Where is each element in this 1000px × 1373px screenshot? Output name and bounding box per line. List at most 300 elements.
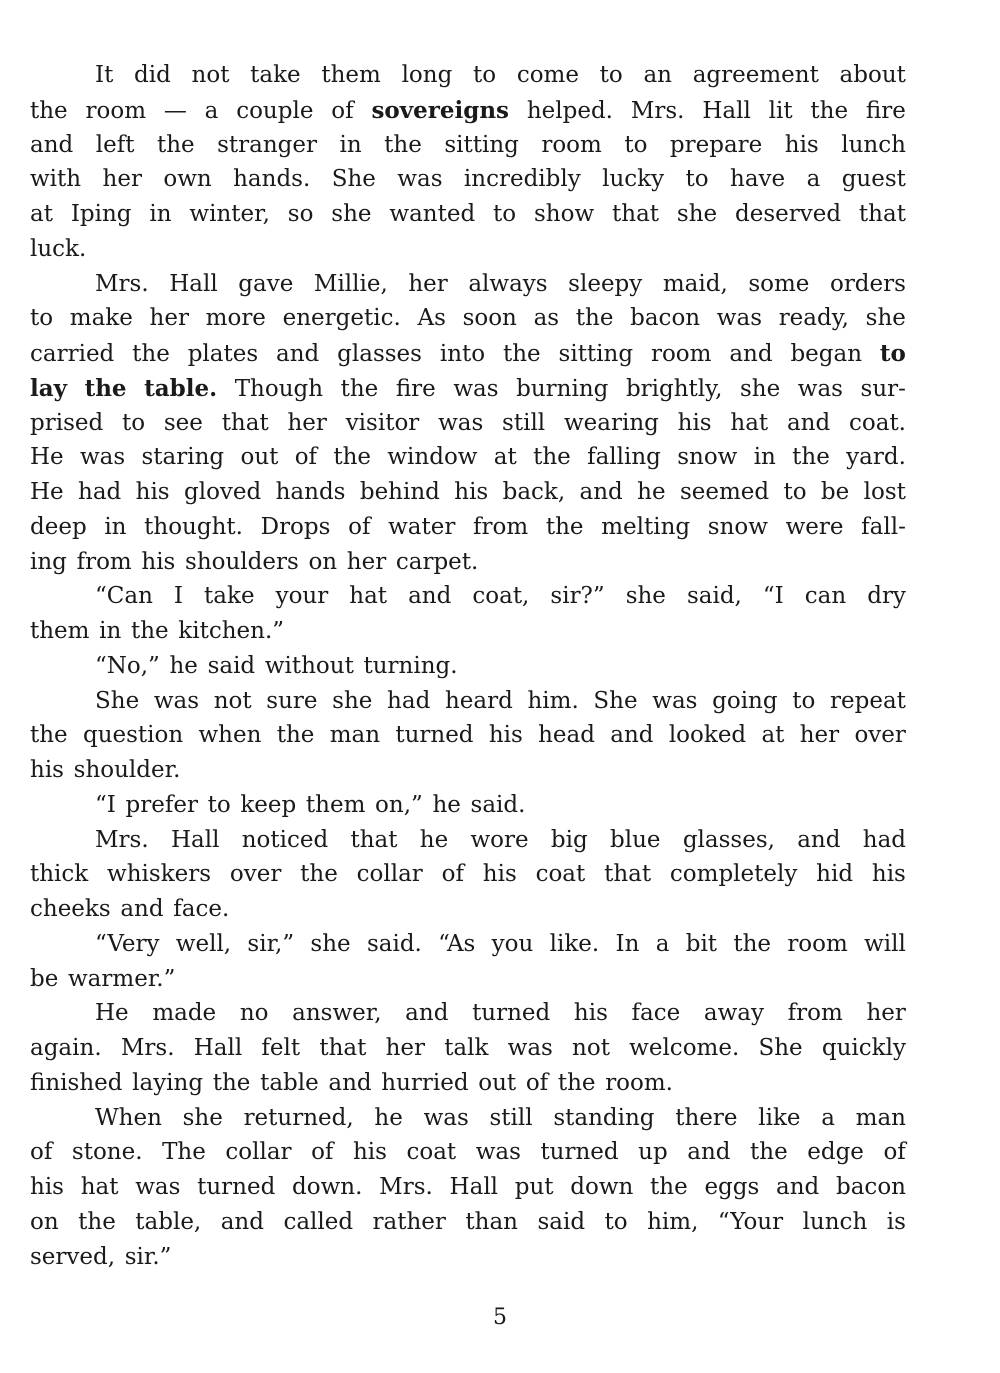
word: head — [538, 722, 595, 749]
word: As — [417, 305, 446, 332]
word: laying — [132, 1069, 204, 1096]
word: room — [85, 97, 146, 124]
word: that — [612, 201, 660, 227]
word: said — [537, 1208, 586, 1235]
word: rather — [372, 1208, 446, 1235]
word: his — [30, 757, 64, 783]
word: noticed — [241, 826, 329, 853]
word: them — [321, 62, 381, 88]
word: snow — [707, 513, 768, 540]
word: gave — [238, 270, 294, 297]
text-line — [30, 236, 906, 271]
word: and — [797, 826, 841, 853]
word: going — [712, 687, 778, 714]
text-line — [30, 375, 906, 410]
word: to — [207, 791, 231, 818]
word: the — [300, 861, 338, 888]
word: and — [328, 1069, 372, 1096]
text-line — [30, 1174, 906, 1209]
word: that — [319, 1035, 367, 1061]
word: Mrs. — [95, 826, 149, 853]
text-line — [30, 1209, 906, 1244]
text-line — [95, 271, 906, 306]
word: He — [30, 479, 64, 505]
word: she — [331, 201, 372, 227]
word: to — [30, 305, 54, 332]
word: welcome. — [629, 1035, 740, 1061]
word: glasses, — [682, 826, 775, 853]
word: his — [871, 861, 906, 888]
word: the — [132, 341, 170, 367]
word: she — [625, 583, 666, 610]
word: about — [839, 62, 906, 88]
word: she — [865, 305, 906, 332]
word: put — [514, 1174, 554, 1200]
word: he — [432, 791, 461, 818]
word: to — [604, 1208, 628, 1235]
text-line — [30, 514, 906, 549]
word: visitor — [345, 409, 420, 436]
word: felt — [261, 1035, 301, 1061]
word: her — [149, 305, 189, 332]
word: “As — [438, 930, 476, 957]
word: “No,” — [95, 652, 160, 679]
word: his — [454, 479, 489, 505]
word: the — [733, 930, 772, 957]
word: Hall — [193, 1035, 243, 1061]
word: was — [507, 1035, 553, 1061]
word: bacon — [836, 1174, 906, 1200]
word: and — [610, 722, 654, 749]
word: called — [283, 1208, 354, 1235]
word: and — [276, 341, 320, 367]
word: was — [652, 687, 698, 714]
word: not — [213, 687, 252, 714]
word: coat — [535, 861, 586, 888]
word: “Very — [95, 930, 160, 957]
word: a — [806, 166, 821, 193]
word: coat. — [849, 409, 906, 436]
word: fire — [865, 97, 906, 124]
word: prised — [30, 409, 104, 436]
word: his — [141, 548, 176, 575]
word: he — [374, 1104, 403, 1131]
word: no — [239, 1000, 269, 1027]
text-line — [30, 1070, 906, 1105]
word: — — [163, 97, 187, 124]
word: the — [130, 618, 169, 644]
word: lucky — [602, 166, 665, 193]
word: finished — [30, 1069, 123, 1096]
word: see — [163, 409, 203, 436]
word: began — [790, 341, 863, 367]
word: the — [212, 1069, 251, 1096]
word: his — [30, 1174, 64, 1200]
text-line — [30, 132, 906, 167]
word: and — [786, 409, 831, 436]
word: hat — [730, 409, 769, 436]
word: helped. — [526, 97, 613, 124]
word: collar — [225, 1139, 292, 1166]
word: his — [784, 131, 819, 158]
word: room — [650, 341, 712, 367]
word: his — [488, 722, 523, 749]
word: bit — [685, 930, 718, 957]
word: was — [453, 375, 499, 402]
text-line — [95, 1105, 906, 1140]
word: some — [748, 270, 810, 297]
word: coat — [406, 1139, 457, 1166]
word: the — [333, 444, 372, 471]
word: carried — [30, 341, 115, 367]
text-line — [30, 722, 906, 757]
word: her — [799, 722, 840, 749]
word: in — [104, 513, 127, 540]
word: “I — [762, 583, 784, 610]
text-line — [30, 166, 906, 201]
text-line — [30, 97, 906, 132]
word: show — [534, 201, 595, 227]
word: and — [687, 1139, 731, 1166]
word: a — [655, 930, 670, 957]
word: sure — [266, 687, 318, 714]
word: prefer — [125, 791, 198, 818]
word: to — [783, 479, 807, 505]
word: she — [676, 201, 718, 227]
word: hat — [80, 1174, 119, 1200]
word: long — [401, 62, 453, 88]
word: out — [478, 1069, 517, 1096]
word: keep — [240, 791, 297, 818]
text-line — [95, 827, 906, 862]
word: and — [408, 583, 452, 610]
word: dry — [867, 583, 906, 610]
text-line — [30, 1035, 906, 1070]
word: table — [260, 1069, 319, 1096]
word: was — [397, 166, 443, 193]
word: like — [758, 1104, 801, 1131]
text-line — [30, 410, 906, 445]
word: sovereigns — [371, 96, 509, 124]
word: her — [408, 270, 448, 297]
word: and — [579, 479, 623, 505]
text-line — [30, 861, 906, 896]
word: standing — [553, 1104, 655, 1131]
text-line — [30, 201, 906, 236]
word: and — [120, 896, 164, 922]
word: her — [866, 1000, 906, 1027]
word: sur- — [860, 375, 906, 402]
word: of — [331, 97, 354, 124]
word: sitting — [558, 341, 634, 367]
word: them — [305, 791, 366, 818]
word: the — [650, 1174, 688, 1200]
text-line — [30, 966, 906, 1001]
word: winter, — [189, 201, 270, 227]
word: glasses — [337, 341, 422, 367]
word: the — [84, 374, 127, 402]
text-line — [30, 618, 906, 653]
word: The — [162, 1139, 206, 1166]
word: man — [329, 722, 381, 749]
word: “Can — [95, 583, 153, 610]
word: on — [30, 1208, 59, 1235]
word: and — [776, 1174, 820, 1200]
word: edge — [807, 1139, 864, 1166]
word: I — [173, 583, 184, 610]
word: the — [156, 131, 195, 158]
word: her — [385, 1035, 425, 1061]
word: burning — [516, 375, 609, 402]
word: up — [638, 1139, 668, 1166]
word: energetic. — [282, 305, 401, 332]
word: Millie, — [313, 270, 388, 297]
word: into — [439, 341, 486, 367]
word: behind — [359, 479, 440, 505]
word: fire — [395, 375, 436, 402]
word: on — [308, 548, 338, 575]
word: Mrs. — [120, 1035, 175, 1061]
word: turned — [472, 1000, 551, 1027]
word: did — [134, 62, 171, 88]
text-line — [95, 1000, 906, 1035]
word: the — [810, 97, 849, 124]
word: take — [204, 583, 255, 610]
word: in — [753, 444, 776, 471]
word: she — [739, 375, 781, 402]
word: that — [604, 861, 652, 888]
word: served, — [30, 1243, 116, 1270]
word: on,” — [375, 791, 423, 818]
word: table, — [135, 1208, 202, 1235]
word: at — [761, 722, 785, 749]
word: luck. — [30, 235, 87, 262]
word: he — [169, 652, 198, 679]
word: to — [879, 340, 906, 367]
text-line — [30, 1139, 906, 1174]
word: whiskers — [107, 861, 212, 888]
word: from — [787, 1000, 843, 1027]
word: thick — [30, 861, 89, 888]
word: the — [30, 722, 68, 749]
word: his — [352, 1139, 387, 1166]
word: to — [792, 687, 816, 714]
word: said, — [686, 583, 742, 610]
word: so — [287, 201, 314, 227]
word: He — [30, 444, 64, 471]
word: She — [95, 687, 140, 714]
word: incredibly — [463, 166, 581, 193]
word: deep — [30, 513, 87, 540]
word: that — [350, 826, 398, 853]
word: not — [572, 1035, 610, 1061]
word: “I — [95, 791, 116, 818]
word: falling — [587, 444, 661, 471]
word: made — [152, 1000, 217, 1027]
word: soon — [462, 305, 517, 332]
word: Iping — [70, 201, 132, 227]
word: She — [758, 1035, 803, 1061]
word: lost — [863, 479, 906, 505]
word: room — [787, 930, 848, 957]
word: own — [163, 166, 212, 193]
word: stone. — [71, 1139, 143, 1166]
word: bacon — [630, 305, 701, 332]
word: Mrs. — [630, 97, 685, 124]
word: the — [557, 1069, 596, 1096]
word: repeat — [830, 687, 906, 714]
word: be — [30, 965, 59, 992]
word: kitchen.” — [178, 618, 285, 644]
word: looked — [668, 722, 747, 749]
word: sitting — [444, 131, 519, 158]
word: turned — [540, 1139, 619, 1166]
word: out — [240, 444, 279, 471]
word: a — [204, 97, 219, 124]
word: he — [637, 479, 666, 505]
word: Hall — [170, 826, 220, 853]
text-line — [95, 931, 906, 966]
word: she — [332, 687, 373, 714]
word: seemed — [679, 479, 770, 505]
word: his — [573, 1000, 608, 1027]
word: “Your — [717, 1208, 784, 1235]
word: he — [419, 826, 449, 853]
word: carpet. — [395, 548, 479, 575]
text-line — [95, 688, 906, 723]
word: Though — [234, 375, 324, 402]
word: without — [264, 652, 354, 679]
word: orders — [829, 270, 906, 297]
word: you — [491, 930, 534, 957]
word: of — [30, 1139, 53, 1166]
word: hid — [816, 861, 854, 888]
word: in — [99, 618, 122, 644]
word: cheeks — [30, 896, 111, 922]
word: sir,” — [247, 930, 295, 957]
word: melting — [601, 513, 691, 540]
word: hands. — [233, 166, 311, 193]
word: couple — [236, 97, 314, 124]
word: water — [388, 513, 456, 540]
word: of — [525, 1069, 549, 1096]
word: to — [685, 166, 709, 193]
word: hurried — [381, 1069, 469, 1096]
word: his — [135, 479, 170, 505]
word: was — [716, 305, 762, 332]
word: sir.” — [124, 1243, 172, 1270]
word: still — [489, 1104, 533, 1131]
word: big — [550, 826, 588, 853]
word: Hall — [702, 97, 751, 124]
word: not — [191, 62, 230, 88]
word: can — [804, 583, 847, 610]
word: as — [533, 305, 560, 332]
text-line — [30, 305, 906, 340]
word: man — [855, 1104, 906, 1131]
word: shoulder. — [73, 757, 181, 783]
word: at — [30, 201, 53, 227]
word: have — [730, 166, 786, 193]
word: back, — [502, 479, 566, 505]
word: an — [643, 62, 672, 88]
word: Hall — [169, 270, 218, 297]
word: was — [135, 1174, 181, 1200]
word: them — [30, 618, 90, 644]
word: with — [30, 166, 82, 193]
word: over — [229, 861, 282, 888]
word: in — [149, 201, 172, 227]
word: him, — [647, 1208, 699, 1235]
word: the — [276, 722, 315, 749]
word: wearing — [563, 409, 659, 436]
word: coat, — [472, 583, 530, 610]
word: still — [502, 409, 546, 436]
word: that — [221, 409, 269, 436]
word: fall- — [861, 513, 906, 540]
word: wore — [470, 826, 529, 853]
word: prepare — [669, 131, 763, 158]
word: to — [122, 409, 146, 436]
word: sir?” — [550, 583, 605, 610]
word: the — [78, 1208, 116, 1235]
text-line — [30, 479, 906, 514]
word: make — [69, 305, 133, 332]
word: and — [30, 131, 74, 158]
word: the — [340, 375, 379, 402]
word: him. — [527, 687, 579, 714]
word: your — [275, 583, 329, 610]
word: to — [599, 62, 623, 88]
word: the — [384, 131, 422, 158]
word: agreement — [692, 62, 819, 88]
word: deserved — [734, 201, 842, 227]
word: gloved — [183, 479, 262, 505]
word: always — [468, 270, 548, 297]
word: her — [102, 166, 142, 193]
word: brightly, — [625, 375, 723, 402]
word: to — [624, 131, 648, 158]
word: she — [310, 930, 351, 957]
word: was — [475, 1139, 521, 1166]
word: Drops — [260, 513, 331, 540]
word: the — [575, 305, 614, 332]
word: staring — [141, 444, 225, 471]
word: was — [797, 375, 843, 402]
word: It — [95, 62, 114, 88]
word: the — [502, 341, 541, 367]
word: said. — [470, 791, 526, 818]
word: room. — [605, 1069, 673, 1096]
word: was — [153, 687, 200, 714]
text-line — [95, 653, 906, 688]
word: blue — [610, 826, 661, 853]
word: sleepy — [568, 270, 643, 297]
word: of — [883, 1139, 906, 1166]
word: When — [95, 1104, 162, 1131]
word: when — [198, 722, 262, 749]
word: of — [441, 861, 464, 888]
word: Hall — [449, 1174, 499, 1200]
word: in — [339, 131, 362, 158]
word: yard. — [846, 444, 906, 471]
word: shoulders — [185, 548, 299, 575]
word: than — [465, 1208, 518, 1235]
word: hat — [349, 583, 388, 610]
text-line — [30, 444, 906, 479]
word: her — [346, 548, 387, 575]
word: wanted — [389, 201, 476, 227]
